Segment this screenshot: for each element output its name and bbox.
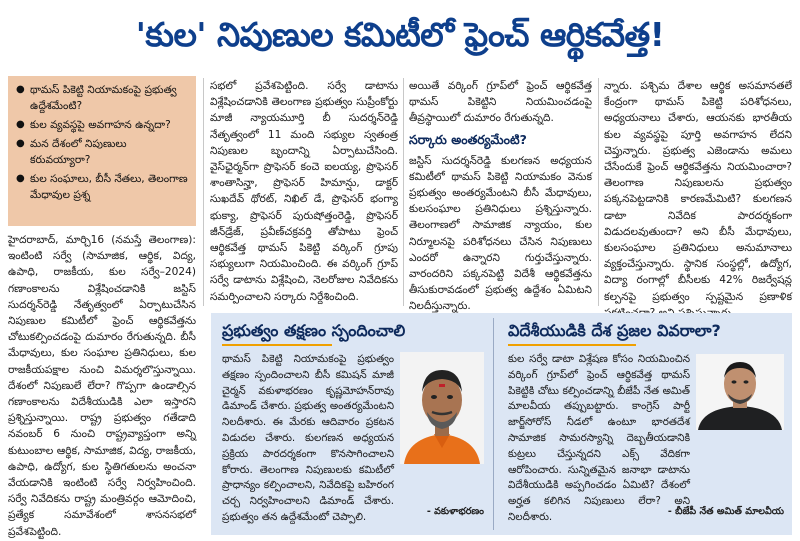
heading-underline [222,344,332,346]
question-item: ● థామస్ పికెట్టి నియామకంపై ప్రభుత్వ ఉద్దేశమేంటి? [16,82,188,114]
article-column-4 [604,78,792,306]
questions-list [16,82,188,203]
panel-left-caption: - వకుళాభరణం [426,506,484,517]
question-item: ● కుల సంఘాలు, బీసీ నేతలు, తెలంగాణ మేధావుల ప్రశ్న [16,171,188,203]
article-column-1 [8,232,196,536]
panel-left-text: థామస్ పికెట్టి నియామకంపై ప్రభుత్వం తక్షణం స్పందించాలని బీసీ కమిషన్ మాజీ చైర్మన్ వకుళాభరణం కృష్ణమోహన్‌రావు డిమాండ్ చేశారు. ప్రభుత్వ అంతర్యమేంటని నిలదీశారు. ఈ మేరకు ఆదివారం ప్రకటన విడుదల చేశారు. కులగణన అధ్యయన ప్రక్రియ పారదర్శకంగా కొనసాగించాలని కోరారు. తెలంగాణ నిపుణులకు కమిటీలో ప్రాధాన్యం కల్పించాలని, నివేదికపై బహిరంగ చర్చ నిర్వహించాలని డిమాండ్ చేశారు. ప్రభుత్వం తన ఉద్దేశమేంటో చెప్పాలి. [222,353,394,523]
question-item: ● మన దేశంలో నిపుణులు కరువయ్యారా? [16,136,188,168]
panel-right-caption: - బీజేపీ నేత అమిత్ మాలవీయ [667,506,784,517]
column-divider [598,78,599,306]
article-column-3 [409,78,592,313]
vakulabharanam-photo [400,352,484,464]
heading-underline [508,344,636,346]
panel-left-heading [222,320,405,346]
article-text: హైదరాబాద్, మార్చి16 (నమస్తే తెలంగాణ): ఇంటింటి సర్వే (సామాజిక, ఆర్థిక, విద్య, ఉపాధి, రాజకీయ, కుల సర్వే–2024) గణాంకాలను విశ్లేషించడానికి జస్టిస్ సుదర్శన్‌రెడ్డి నేతృత్వంలో ఏర్పాటుచేసిన నిపుణుల కమిటీలో ఫ్రెంచ్ ఆర్థికవేత్తను చోటుకల్పించడంపై దుమారం రేగుతున్నది. బీసీ మేధావులు, కుల సంఘాల ప్రతినిధులు, కుల రాజకీయపక్షాల నుంచి విమర్శలొస్తున్నాయి. దేశంలో నిపుణులే లేరా? గొప్పగా ఉండాల్సిన గణాంకాలను విదేశీయుడికి ఎలా ఇస్తారని ప్రశ్నిస్తున్నాయి. రాష్ట్ర ప్రభుత్వం గతేడాది నవంబర్ 6 నుంచి రాష్ట్రవ్యాప్తంగా అన్ని కుటుంబాల ఆర్థిక, సామాజిక, విద్య, రాజకీయ, ఉపాధి, ఉద్యోగ, కుల స్థితిగతులను అంచనా వేయడానికి ఇంటింటి సర్వే నిర్వహించింది. సర్వే నివేదికను రాష్ట్ర మంత్రివర్గం ఆమోదించి, ప్రత్యేక సమావేశంలో శాసనసభలో ప్రవేశపెట్టింది. [8,234,196,538]
amit-malviya-photo [696,354,784,430]
panel-left-heading-text: ప్రభుత్వం తక్షణం స్పందించాలి [222,321,406,340]
panel-divider [493,318,494,530]
column-divider [203,78,204,306]
portrait-illustration [400,352,484,464]
panel-left-body [222,352,394,523]
panel-right-heading-text: విదేశీయుడికి దేశ ప్రజల వివరాలా? [508,321,721,340]
article-text: సభలో ప్రవేశపెట్టింది. సర్వే డాటాను విశ్లేషించడానికి తెలంగాణ ప్రభుత్వం సుప్రీంకోర్టు మాజీ న్యాయమూర్తి బీ సుదర్శన్‌రెడ్డి నేతృత్వంలో 11 మంది సభ్యుల స్వతంత్ర నిపుణుల బృందాన్ని ఏర్పాటుచేసింది. వైస్‌ఛైర్మన్‌గా ప్రొఫెసర్ కంచె ఐలయ్య, ప్రొఫెసర్ శాంతాసిన్హా, ప్రొఫెసర్ హిమాన్షు, డాక్టర్ సుఖదేవ్ థోరట్, నిఖిల్ డే, ప్రొఫెసర్ భంగ్యా భుక్యా, ప్రొఫెసర్ పురుషోత్తంరెడ్డి, ప్రొఫెసర్ జీన్‌డ్రేజ్, ప్రవీణ్‌చక్రవర్తి తోపాటు ఫ్రెంచ్ ఆర్థికవేత్త థామస్ పికెట్టి వర్కింగ్ గ్రూపు సభ్యులుగా నియమించింది. ఈ వర్కింగ్ గ్రూప్ సర్వే డాటాను విశ్లేషించి, నెలరోజుల నివేదికను సమర్పించాలని సర్కారు నిర్దేశించింది. [210,80,398,303]
column-divider [403,78,404,306]
section-subhead: సర్కారు అంతర్యమేంటి? [409,131,527,147]
panel-right-body [508,352,690,523]
panel-right-text: కుల సర్వే డాటా విశ్లేషణ కోసం నియమించిన వర్కింగ్ గ్రూప్‌లో ఫ్రెంచ్ ఆర్థికవేత్త థామస్ పికెట్టికి చోటు కల్పించడాన్ని బీజేపీ నేత అమిత్ మాలవీయ తప్పుబట్టారు. కాంగ్రెస్ పార్టీ జార్జ్‌సోరోస్ నీడలో ఉంటూ భారతదేశ సామాజిక సామరస్యాన్ని దెబ్బతీయడానికి కుట్రలు చేస్తున్నదని ఎక్స్ వేదికగా ఆరోపించారు. సున్నితమైన జనాభా డాటాను విదేశీయుడికి అప్పగించడం ఏమిటి? దేశంలో అర్హత కలిగిన నిపుణులు లేరా? అని నిలదీశారు. [508,353,690,523]
portrait-illustration [696,354,784,430]
article-text: జస్టిస్ సుదర్శన్‌రెడ్డి కులగణన అధ్యయన కమిటీలో థామస్ పికెట్టి నియామకం వెనుక ప్రభుత్వం అంతర్యమేంటని బీసీ మేధావులు, కులసంఘాల ప్రతినిధులు ప్రశ్నిస్తున్నారు. తెలంగాణలో సామాజిక న్యాయం, కుల నిర్మూలనపై పరిశోధనలు చేసిన నిపుణులు ఎందరో ఉన్నారని గుర్తుచేస్తున్నారు. వారందరిని పక్కనపెట్టి విదేశీ ఆర్థికవేత్తను తీసుకురావడంలో ప్రభుత్వ ఉద్దేశం ఏమిటని నిలదీస్తున్నారు. [409,154,592,313]
article-text: న్నారు. పశ్చిమ దేశాల ఆర్థిక అసమానతలే కేంద్రంగా థామస్ పికెట్టి పరిశోధనలు, అధ్యయనాలు చేశారు, ఆయనకు భారతీయ కుల వ్యవస్థపై పూర్తి అవగాహన లేదని చెప్తున్నారు. ప్రభుత్వ ఎజెండాను అమలు చేసేందుకే ఫ్రెంచ్ ఆర్థికవేత్తను నియమించారా? తెలంగాణ నిపుణులను ప్రభుత్వం పక్కనపెట్టడానికి కారణమేమిటి? కులగణన డాటా నివేదిక పారదర్శకంగా విడుదలవుతుందా? అని బీసీ మేధావులు, కులసంఘాల ప్రతినిధులు అనుమానాలు వ్యక్తంచేస్తున్నారు. స్థానిక సంస్థల్లో, ఉద్యోగ, విద్యా రంగాల్లో బీసీలకు 42% రిజర్వేషన్ల కల్పనపై ప్రభుత్వం స్పష్టమైన ప్రణాళిక [604,80,792,303]
panel-right-heading [508,320,721,346]
article-column-2 [210,78,398,306]
headline: 'కుల' నిపుణుల కమిటీలో ఫ్రెంచ్ ఆర్థికవేత్త! [135,15,665,54]
questions-box [8,76,196,226]
article-text: అయితే వర్కింగ్ గ్రూప్‌లో ఫ్రెంచ్ ఆర్థికవేత్త థామస్ పికెట్టిని నియమించడంపై తీవ్రస్థాయిలో దుమారం రేగుతున్నది. [409,80,592,125]
question-item: ● కుల వ్యవస్థపై అవగాహన ఉన్నదా? [16,117,188,133]
